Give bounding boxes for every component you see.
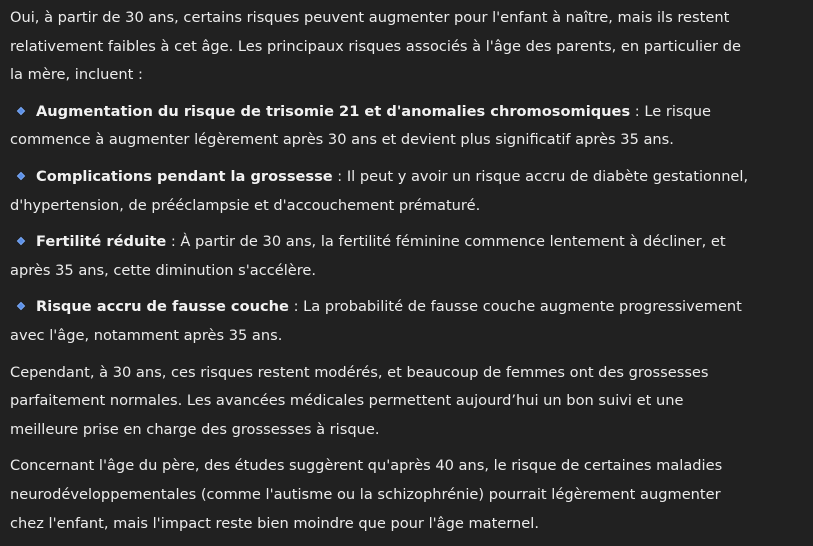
blue-diamond-icon <box>17 237 25 245</box>
list-item-text: : À partir de 30 ans, la fertilité féminine commence lentement à décliner, et après 35 ans, cette diminution s'accélère. <box>10 233 726 279</box>
list-item-text: : Le risque commence à augmenter légèrement après 30 ans et devient plus significatif après 35 ans. <box>10 102 711 149</box>
summary-paragraph: Cependant, à 30 ans, ces risques restent modérés, et beaucoup de femmes ont des grossesses parfaitement normales. Les avancées médicales permettent aujourd’hui un bon suivi et une meilleure prise en charge des grossesses à risque. <box>10 363 709 438</box>
list-item-title: Augmentation du risque de trisomie 21 et d'anomalies chromosomiques <box>36 102 631 120</box>
list-item-text: : La probabilité de fausse couche augmente progressivement avec l'âge, notamment après 35 ans. <box>10 298 742 344</box>
list-item-text: : Il peut y avoir un risque accru de diabète gestationnel, d'hypertension, de prééclampsie et d'accouchement prématuré. <box>10 167 749 214</box>
list-item <box>10 163 755 220</box>
list-item <box>10 228 755 285</box>
list-item-title: Complications pendant la grossesse <box>36 167 333 185</box>
blue-diamond-icon <box>17 107 25 115</box>
list-item-title: Risque accru de fausse couche <box>36 298 289 316</box>
blue-diamond-icon <box>17 302 25 310</box>
intro-paragraph: Oui, à partir de 30 ans, certains risques peuvent augmenter pour l'enfant à naître, mais ils restent relativement faibles à cet âge. Les principaux risques associés à l'âge des parents, en particulier de la mère, incluent : <box>10 9 741 84</box>
list-item-title: Fertilité réduite <box>36 233 167 251</box>
list-item <box>10 98 755 155</box>
blue-diamond-icon <box>17 172 25 180</box>
assistant-message <box>10 4 755 546</box>
list-item <box>10 293 755 350</box>
father-age-paragraph: Concernant l'âge du père, des études suggèrent qu'après 40 ans, le risque de certaines maladies neurodéveloppementales (comme l'autisme ou la schizophrénie) pourrait légèrement augmenter chez l'enfant, mais l'impact reste bien moindre que pour l'âge maternel. <box>10 457 723 532</box>
